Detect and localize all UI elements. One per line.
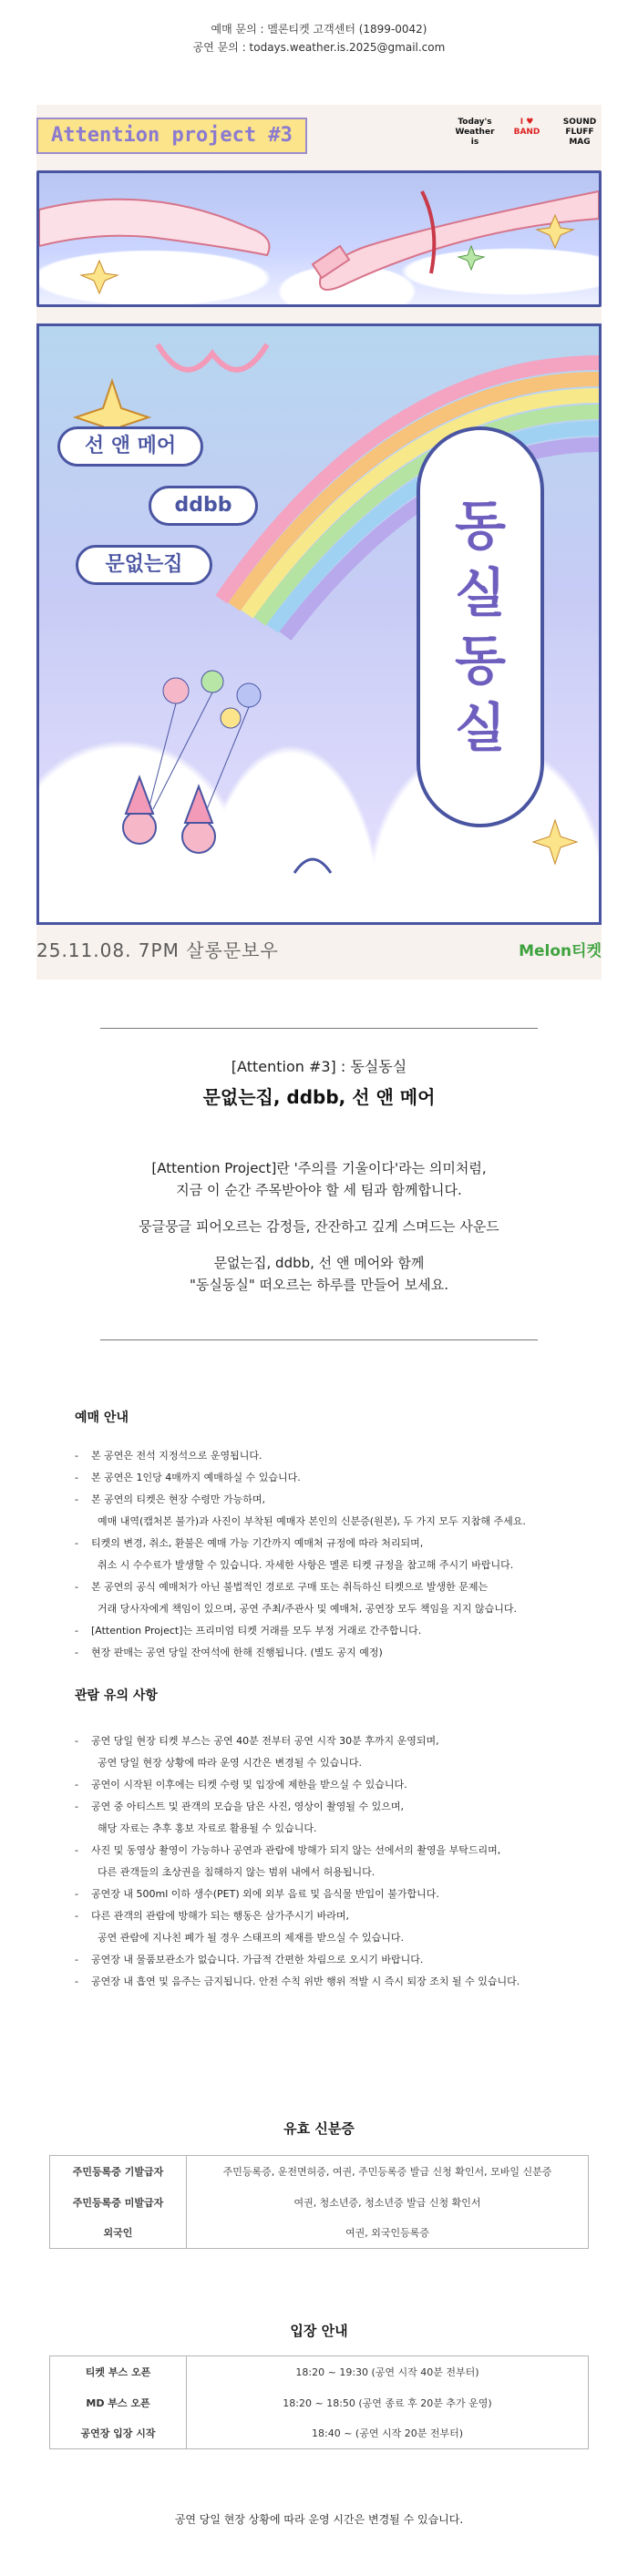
sponsor-logos	[454, 118, 602, 148]
table-cell: 외국인	[50, 2218, 187, 2249]
poster-illustration-main	[36, 323, 602, 925]
table-cell: 주민등록증 기발급자	[50, 2156, 187, 2187]
show-contact[interactable]: 공연 문의 : todays.weather.is.2025@gmail.com	[192, 41, 446, 54]
list-item-continued: 거래 당사자에게 책임이 있으며, 공연 주최/주관사 및 예매처, 공연장 모두 책임을 지지 않습니다.	[98, 1603, 517, 1615]
list-item: - 공연장 내 물품보관소가 없습니다. 가급적 간편한 차림으로 오시기 바랍니다.	[75, 1953, 585, 1967]
show-name-char: 실	[454, 697, 507, 759]
table-cell: 18:40 ~ (공연 시작 20분 전부터)	[312, 2427, 463, 2440]
entry-table-title: 입장 안내	[290, 2323, 348, 2339]
list-item-continued: 취소 시 수수료가 발생할 수 있습니다. 자세한 사항은 멜론 티켓 규정을 참고해 주시기 바랍니다.	[98, 1559, 514, 1571]
show-name-cloud	[417, 426, 544, 827]
intro-line: 문없는집, ddbb, 선 앤 메어와 함께	[213, 1255, 425, 1271]
artist-pill-ddbb: ddbb	[149, 486, 258, 526]
intro-line: 뭉글뭉글 피어오르는 감정들, 잔잔하고 깊게 스며드는 사운드	[139, 1218, 499, 1235]
list-item-continued: 다른 관객들의 초상권을 침해하지 않는 범위 내에서 허용됩니다.	[98, 1866, 376, 1878]
table-row	[50, 2418, 589, 2449]
list-item: - 티켓의 변경, 취소, 환불은 예매 가능 기간까지 예매처 규정에 따라 처리되며,	[75, 1536, 585, 1551]
list-item-continued: 공연 관람에 지나친 폐가 될 경우 스태프의 제재를 받으실 수 있습니다.	[98, 1932, 404, 1944]
logo-i-love-band: I ♥ BAND	[513, 118, 540, 137]
footnote: 공연 당일 현장 상황에 따라 운영 시간은 변경될 수 있습니다.	[174, 2513, 464, 2526]
viewing-notice-title: 관람 유의 사항	[75, 1688, 158, 1703]
table-cell: 티켓 부스 오픈	[50, 2356, 187, 2387]
table-row	[50, 2218, 589, 2249]
date-venue: 25.11.08. 7PM 살롱문보우	[36, 939, 279, 961]
list-item: - 사진 및 동영상 촬영이 가능하나 공연과 관람에 방해가 되지 않는 선에서의 촬영을 부탁드리며,	[75, 1843, 585, 1858]
table-cell: 주민등록증 미발급자	[50, 2187, 187, 2218]
intro-paragraph-2	[0, 1216, 638, 1237]
hands-illustration	[39, 173, 599, 304]
table-cell: 여권, 청소년증, 청소년증 발급 신청 확인서	[293, 2196, 481, 2209]
list-item: - 공연이 시작된 이후에는 티켓 수령 및 입장에 제한을 받으실 수 있습니다.	[75, 1778, 585, 1792]
intro-line: [Attention Project]란 '주의를 기울이다'라는 의미처럼,	[151, 1160, 487, 1176]
intro-line: "동실동실" 떠오르는 하루를 만들어 보세요.	[190, 1277, 448, 1293]
list-item: - 본 공연은 1인당 4매까지 예매하실 수 있습니다.	[75, 1471, 585, 1485]
contact-info	[0, 20, 638, 56]
table-cell: 18:20 ~ 19:30 (공연 시작 40분 전부터)	[295, 2366, 479, 2378]
id-table	[49, 2155, 589, 2249]
entry-table	[49, 2355, 589, 2449]
list-item-continued: 해당 자료는 추후 홍보 자료로 활용될 수 있습니다.	[98, 1822, 317, 1834]
divider	[100, 1028, 538, 1029]
list-item-continued: 공연 당일 현장 상황에 따라 운영 시간은 변경될 수 있습니다.	[98, 1757, 362, 1769]
intro-paragraph-3	[0, 1252, 638, 1296]
divider	[100, 1339, 538, 1340]
poster-title: Attention project #3	[36, 118, 307, 154]
show-name-char: 동	[454, 630, 507, 692]
artist-pill-mooneopneunjip: 문없는집	[76, 545, 212, 585]
list-item: - [Attention Project]는 프리미엄 티켓 거래를 모두 부정 거래로 간주합니다.	[75, 1624, 585, 1638]
logo-todays-weather: Today's Weather is	[455, 118, 495, 147]
intro-line: 지금 이 순간 주목받아야 할 세 팀과 함께합니다.	[176, 1182, 462, 1198]
list-item: - 공연 당일 현장 티켓 부스는 공연 40분 전부터 공연 시작 30분 후까지 운영되며,	[75, 1734, 585, 1749]
show-name-char: 동	[454, 495, 507, 557]
poster-header	[36, 118, 602, 169]
list-item: - 본 공연의 공식 예매처가 아닌 불법적인 경로로 구매 또는 취득하신 티켓으로 발생한 문제는	[75, 1580, 585, 1595]
table-cell: 여권, 외국인등록증	[345, 2227, 429, 2240]
melon-ticket-logo: Melon티켓	[519, 942, 602, 960]
id-table-title: 유효 신분증	[283, 2120, 355, 2137]
list-item: - 다른 관객의 관람에 방해가 되는 행동은 삼가주시기 바라며,	[75, 1909, 585, 1924]
poster-footer	[36, 936, 602, 963]
list-item: - 본 공연은 전석 지정석으로 운영됩니다.	[75, 1449, 585, 1463]
table-cell: 주민등록증, 운전면허증, 여권, 주민등록증 발급 신청 확인서, 모바일 신분증	[222, 2165, 552, 2178]
poster	[36, 105, 602, 980]
intro-paragraph-1	[0, 1157, 638, 1201]
table-cell: 18:20 ~ 18:50 (공연 종료 후 20분 추가 운영)	[283, 2396, 492, 2409]
ticket-info-title: 예매 안내	[75, 1411, 129, 1425]
artist-pill-sun-and-mare: 선 앤 메어	[57, 426, 203, 467]
poster-illustration-hands	[36, 170, 602, 307]
list-item: - 공연 중 아티스트 및 관객의 모습을 담은 사진, 영상이 촬영될 수 있으며,	[75, 1800, 585, 1814]
table-row	[50, 2387, 589, 2418]
table-cell: 공연장 입장 시작	[50, 2418, 187, 2449]
list-item: - 공연장 내 500ml 이하 생수(PET) 외에 외부 음료 및 음식물 반입이 불가합니다.	[75, 1887, 585, 1902]
event-heading: [Attention #3] : 동실동실	[231, 1058, 407, 1075]
show-name-char: 실	[454, 562, 507, 624]
list-item-continued: 예매 내역(캡처본 불가)과 사진이 부착된 예매자 본인의 신분증(원본), 두 가지 모두 지참해 주세요.	[98, 1515, 526, 1527]
table-row	[50, 2187, 589, 2218]
viewing-notice-list	[75, 1734, 585, 1989]
list-item: - 공연장 내 흡연 및 음주는 금지됩니다. 안전 수칙 위반 행위 적발 시 즉시 퇴장 조치 될 수 있습니다.	[75, 1975, 585, 1989]
table-row	[50, 2356, 589, 2387]
list-item: - 본 공연의 티켓은 현장 수령만 가능하며,	[75, 1493, 585, 1507]
ticket-contact: 예매 문의 : 멜론티켓 고객센터 (1899-0042)	[211, 23, 427, 36]
table-row	[50, 2156, 589, 2187]
table-cell: MD 부스 오픈	[50, 2387, 187, 2418]
ticket-info-list	[75, 1449, 585, 1660]
event-lineup: 문없는집, ddbb, 선 앤 메어	[202, 1086, 436, 1108]
logo-sound-fluff-mag: SOUND FLUFF MAG	[562, 118, 597, 147]
list-item: - 현장 판매는 공연 당일 잔여석에 한해 진행됩니다. (별도 공지 예정)	[75, 1646, 585, 1660]
